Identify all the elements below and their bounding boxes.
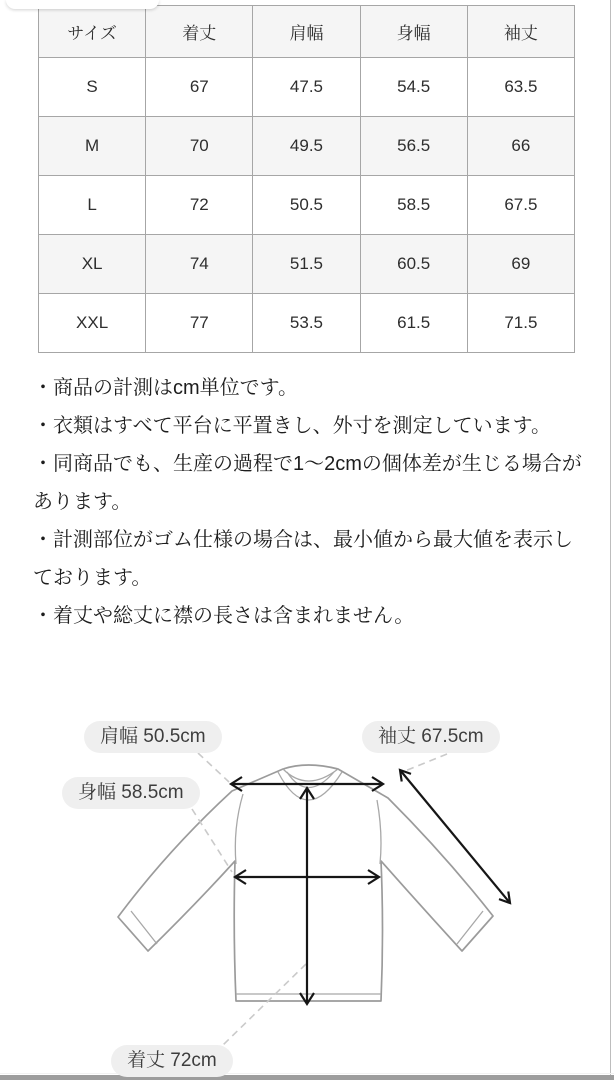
garment-length-label: 着丈 72cm [111,1045,233,1077]
column-header-size: サイズ [39,6,146,58]
popover-tab-remnant [6,0,159,9]
size-cell: 74 [146,235,253,294]
note-item: ・商品の計測はcm単位です。 [33,377,299,399]
shoulder-width-label: 肩幅 50.5cm [84,721,222,753]
note-item: ・衣類はすべて平台に平置きし、外寸を測定しています。 [33,415,551,437]
size-cell: 67.5 [467,176,574,235]
size-cell: 66 [467,117,574,176]
column-header-bodywidth: 身幅 [360,6,467,58]
note-item: ・着丈や総丈に襟の長さは含まれません。 [33,605,415,627]
size-cell: 49.5 [253,117,360,176]
size-cell: 54.5 [360,58,467,117]
note-item: ・計測部位がゴム仕様の場合は、最小値から最大値を表示しております。 [33,529,573,589]
measurement-notes [33,369,582,635]
section-divider [0,1075,614,1080]
size-cell: 56.5 [360,117,467,176]
section-divider-hairline [0,1073,614,1074]
column-header-shoulder: 肩幅 [253,6,360,58]
size-cell: 58.5 [360,176,467,235]
table-row [39,117,575,176]
size-cell: 51.5 [253,235,360,294]
size-table [38,5,575,353]
size-label: XXL [39,294,146,353]
table-row [39,235,575,294]
size-cell: 53.5 [253,294,360,353]
garment-measurement-diagram [0,700,614,1080]
column-header-sleeve: 袖丈 [467,6,574,58]
size-cell: 69 [467,235,574,294]
size-cell: 77 [146,294,253,353]
size-cell: 70 [146,117,253,176]
table-row [39,294,575,353]
column-header-length: 着丈 [146,6,253,58]
table-row [39,58,575,117]
table-header-row [39,6,575,58]
size-cell: 72 [146,176,253,235]
size-cell: 47.5 [253,58,360,117]
size-label: S [39,58,146,117]
panel-right-border [610,0,611,1080]
table-row [39,176,575,235]
size-cell: 67 [146,58,253,117]
size-cell: 50.5 [253,176,360,235]
size-label: M [39,117,146,176]
sleeve-length-label: 袖丈 67.5cm [362,721,500,753]
size-cell: 63.5 [467,58,574,117]
size-cell: 61.5 [360,294,467,353]
size-label: L [39,176,146,235]
size-cell: 71.5 [467,294,574,353]
note-item: ・同商品でも、生産の過程で1〜2cmの個体差が生じる場合があります。 [33,453,582,513]
size-label: XL [39,235,146,294]
body-width-label: 身幅 58.5cm [62,777,200,809]
size-cell: 60.5 [360,235,467,294]
